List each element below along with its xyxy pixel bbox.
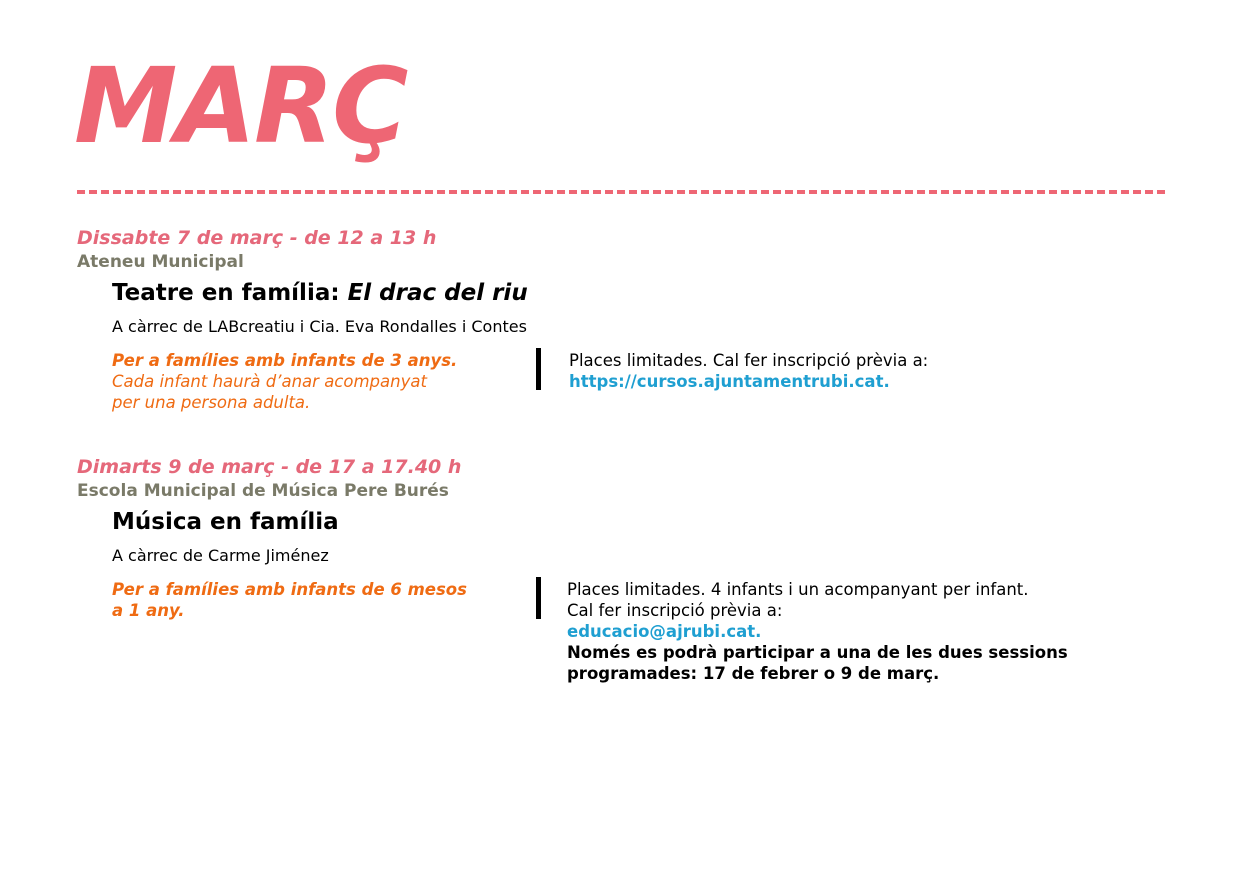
registration-link[interactable]: https://cursos.ajuntamentrubi.cat. — [569, 372, 890, 391]
event-body — [112, 507, 1165, 683]
audience-strong-line-2: a 1 any. — [112, 601, 185, 620]
event-date: Dissabte 7 de març - de 12 a 13 h — [77, 227, 437, 249]
audience-note-line-2: per una persona adulta. — [112, 393, 311, 412]
event-venue: Ateneu Municipal — [77, 252, 244, 272]
info-line-1: Places limitades. Cal fer inscripció prèvia a: — [569, 351, 929, 370]
event-body — [112, 278, 1165, 413]
registration-email-link[interactable]: educacio@ajrubi.cat. — [567, 622, 762, 641]
dashed-divider — [77, 190, 1165, 194]
event-2 — [77, 455, 1165, 683]
event-info — [569, 350, 1169, 392]
event-title-prefix: Teatre en família: — [112, 280, 348, 306]
event-1 — [77, 226, 1165, 413]
vertical-bar — [536, 577, 541, 619]
vertical-bar — [536, 348, 541, 390]
event-details — [112, 350, 1165, 413]
event-audience — [112, 579, 512, 621]
event-details — [112, 579, 1165, 683]
info-line-1: Places limitades. 4 infants i un acompanyant per infant. — [567, 580, 1029, 599]
event-audience — [112, 350, 512, 413]
month-heading: MARÇ — [74, 45, 407, 167]
audience-note-line-1: Cada infant haurà d’anar acompanyat — [112, 372, 427, 391]
event-venue: Escola Municipal de Música Pere Burés — [77, 481, 449, 501]
audience-strong-line-1: Per a famílies amb infants de 6 mesos — [112, 580, 467, 599]
info-line-2: Cal fer inscripció prèvia a: — [567, 601, 783, 620]
event-date: Dimarts 9 de març - de 17 a 17.40 h — [77, 456, 462, 478]
event-title — [112, 278, 1165, 308]
info-bold-line-2: programades: 17 de febrer o 9 de març. — [567, 664, 940, 683]
audience-strong: Per a famílies amb infants de 3 anys. — [112, 351, 458, 370]
event-title-emphasis: El drac del riu — [347, 280, 528, 306]
event-byline: A càrrec de Carme Jiménez — [112, 546, 329, 565]
event-byline: A càrrec de LABcreatiu i Cia. Eva Rondalles i Contes — [112, 317, 527, 336]
event-title: Música en família — [112, 509, 339, 535]
info-bold-line-1: Només es podrà participar a una de les dues sessions — [567, 643, 1068, 662]
event-info — [567, 579, 1167, 684]
